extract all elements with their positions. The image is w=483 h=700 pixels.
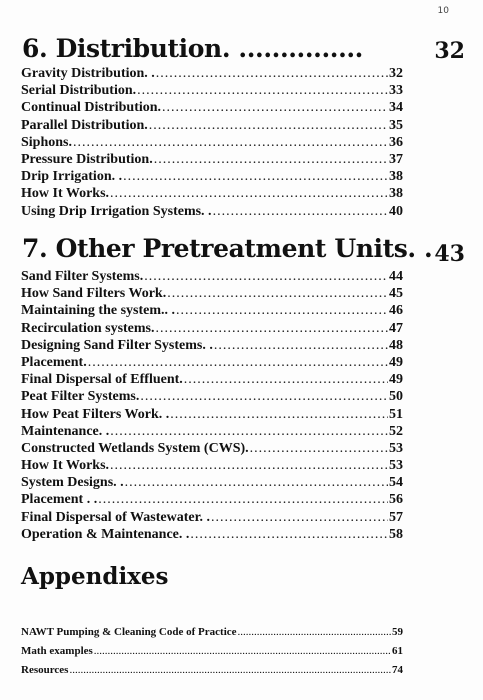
dot-leader: [176, 302, 388, 319]
toc-entry-page: 57: [389, 509, 403, 525]
toc-entry-page: 44: [389, 269, 403, 284]
dot-leader: [110, 185, 388, 202]
toc-entry-page: 51: [389, 406, 403, 422]
toc-entry[interactable]: [21, 491, 403, 508]
section-6-entries: [21, 65, 403, 220]
dot-leader: [211, 509, 388, 526]
toc-entry-page: 35: [389, 117, 403, 133]
toc-entry-page: 40: [389, 203, 403, 219]
dot-leader: [137, 82, 388, 99]
toc-entry-title: NAWT Pumping & Cleaning Code of Practice: [21, 626, 237, 638]
appendixes-entries: [21, 623, 403, 680]
toc-entry-title: How Sand Filters Work.: [21, 286, 167, 302]
dot-leader: [94, 642, 391, 661]
toc-entry-page: 54: [389, 475, 403, 491]
toc-entry-page: 38: [389, 186, 403, 202]
toc-entry-page: 46: [389, 303, 403, 319]
toc-entry[interactable]: [21, 337, 403, 354]
dot-leader: [73, 134, 388, 151]
toc-entry-title: Designing Sand Filter Systems. .: [21, 337, 213, 353]
toc-entry-title: Recirculation systems.: [21, 320, 155, 336]
toc-entry-title: Constructed Wetlands System (CWS).: [21, 440, 249, 456]
toc-entry-title: Serial Distribution.: [21, 83, 137, 99]
toc-entry-page: 50: [389, 389, 403, 405]
dot-leader: [184, 371, 388, 388]
toc-entry-title: Drip Irrigation. .: [21, 169, 123, 185]
toc-entry-page: 74: [392, 664, 403, 676]
toc-entry-title: Resources: [21, 664, 69, 676]
page-number: 10: [437, 6, 449, 16]
toc-entry[interactable]: [21, 302, 403, 319]
dot-leader: [167, 285, 388, 302]
toc-entry[interactable]: [21, 134, 403, 151]
dot-leader: [154, 151, 388, 168]
toc-entry-page: 48: [389, 337, 403, 353]
toc-entry[interactable]: [21, 509, 403, 526]
toc-entry-page: 49: [389, 354, 403, 370]
toc-entry-page: 38: [389, 169, 403, 185]
toc-entry[interactable]: [21, 423, 403, 440]
toc-entry-title: System Designs. .: [21, 475, 124, 491]
toc-entry-title: How It Works.: [21, 186, 110, 202]
toc-entry-title: Final Dispersal of Effluent.: [21, 372, 183, 388]
dot-leader: [140, 388, 388, 405]
toc-entry[interactable]: [21, 474, 403, 491]
dot-leader: [156, 65, 388, 82]
dot-leader: [98, 491, 388, 508]
toc-entry[interactable]: [21, 642, 403, 661]
toc-entry[interactable]: [21, 268, 403, 285]
toc-entry[interactable]: [21, 623, 403, 642]
section-6-page: 32: [434, 38, 465, 64]
dot-leader: [110, 457, 388, 474]
section-7-entries: [21, 268, 403, 543]
toc-entry[interactable]: [21, 65, 403, 82]
dot-leader: [123, 168, 388, 185]
dot-leader: [125, 474, 388, 491]
dot-leader: [144, 268, 388, 285]
toc-entry[interactable]: [21, 203, 403, 220]
toc-entry-title: Final Dispersal of Wastewater. .: [21, 509, 210, 525]
toc-entry-page: 33: [389, 83, 403, 99]
toc-entry-title: Parallel Distribution.: [21, 117, 148, 133]
dot-leader: [214, 337, 388, 354]
toc-entry-title: Maintenance. .: [21, 423, 110, 439]
dot-leader: [190, 526, 388, 543]
toc-entry-page: 59: [392, 626, 403, 638]
dot-leader: [162, 99, 388, 116]
toc-entry-page: 45: [389, 286, 403, 302]
dot-leader: [88, 354, 388, 371]
toc-entry-title: Peat Filter Systems.: [21, 389, 140, 405]
toc-entry-title: How It Works.: [21, 458, 110, 474]
toc-entry-page: 47: [389, 320, 403, 336]
toc-entry[interactable]: [21, 388, 403, 405]
toc-entry-page: 58: [389, 526, 403, 542]
dot-leader: [250, 440, 388, 457]
toc-entry-title: Maintaining the system.. .: [21, 303, 175, 319]
toc-entry-page: 49: [389, 372, 403, 388]
section-7-page: 43: [434, 241, 465, 267]
toc-entry-page: 37: [389, 151, 403, 167]
toc-entry-title: Placement . .: [21, 492, 98, 508]
dot-leader: [156, 320, 389, 337]
toc-entry[interactable]: [21, 82, 403, 99]
section-6-heading: 6. Distribution. ...............: [22, 34, 363, 63]
appendixes-heading: Appendixes: [21, 563, 169, 590]
toc-entry-title: Siphons.: [21, 134, 72, 150]
toc-entry-page: 52: [389, 423, 403, 439]
toc-entry-title: Sand Filter Systems.: [21, 269, 144, 284]
toc-entry-title: Pressure Distribution.: [21, 151, 153, 167]
toc-entry-title: Using Drip Irrigation Systems. .: [21, 203, 212, 219]
toc-entry[interactable]: [21, 99, 403, 116]
toc-entry-title: Continual Distribution.: [21, 100, 162, 116]
dot-leader: [149, 117, 388, 134]
toc-entry-page: 34: [389, 100, 403, 116]
toc-entry-title: Math examples: [21, 645, 93, 657]
toc-entry[interactable]: [21, 168, 403, 185]
toc-entry-page: 36: [389, 134, 403, 150]
toc-entry-title: How Peat Filters Work. .: [21, 406, 170, 422]
toc-entry-page: 53: [389, 440, 403, 456]
toc-entry[interactable]: [21, 526, 403, 543]
toc-entry[interactable]: [21, 151, 403, 168]
dot-leader: [110, 423, 388, 440]
toc-entry[interactable]: [21, 320, 403, 337]
toc-entry[interactable]: [21, 371, 403, 388]
dot-leader: [213, 203, 388, 220]
toc-entry-page: 53: [389, 458, 403, 474]
toc-entry-title: Operation & Maintenance. .: [21, 526, 190, 542]
toc-entry-page: 61: [392, 645, 403, 657]
toc-entry[interactable]: [21, 185, 403, 202]
section-7-heading: 7. Other Pretreatment Units. .: [22, 234, 433, 263]
toc-entry-page: 56: [389, 492, 403, 508]
toc-entry[interactable]: [21, 285, 403, 302]
toc-entry[interactable]: [21, 117, 403, 134]
toc-entry[interactable]: [21, 354, 403, 371]
toc-entry-page: 32: [389, 66, 403, 81]
dot-leader: [69, 661, 391, 680]
dot-leader: [170, 406, 388, 423]
toc-entry[interactable]: [21, 661, 403, 680]
dot-leader: [238, 623, 391, 642]
toc-entry[interactable]: [21, 457, 403, 474]
toc-entry-title: Placement.: [21, 354, 87, 370]
toc-entry-title: Gravity Distribution. .: [21, 66, 155, 81]
toc-entry[interactable]: [21, 406, 403, 423]
toc-entry[interactable]: [21, 440, 403, 457]
